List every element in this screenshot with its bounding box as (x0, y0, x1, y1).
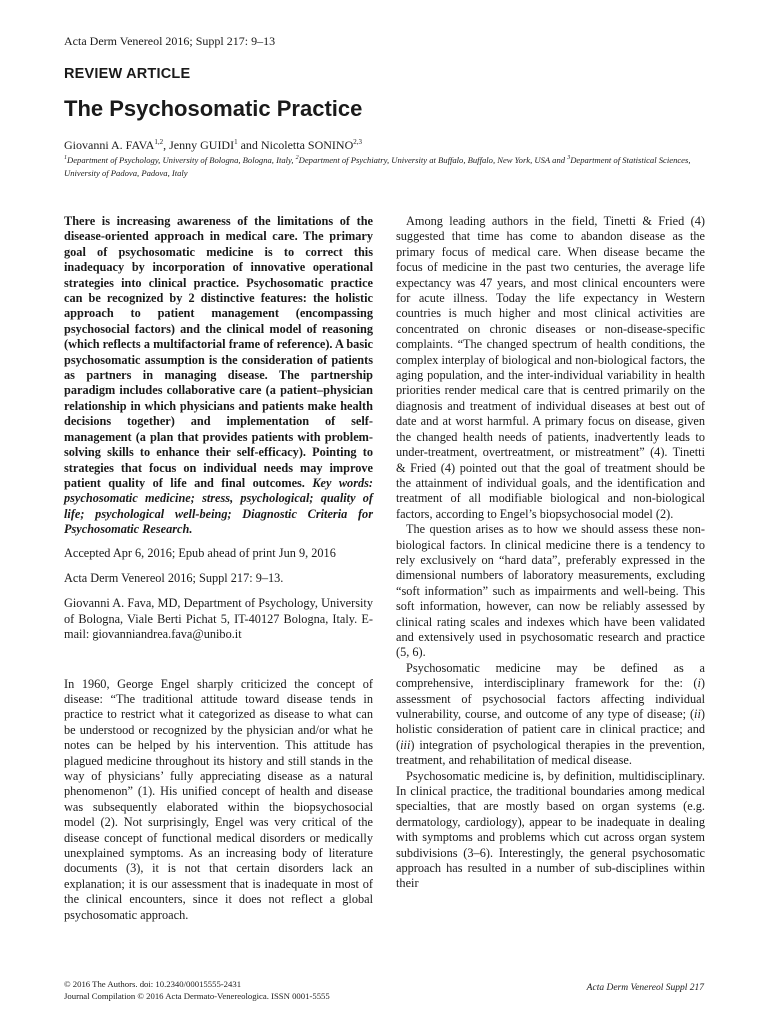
footer-compilation: Journal Compilation © 2016 Acta Dermato-Venereologica. ISSN 0001-5555 (64, 990, 330, 1001)
correspondence: Giovanni A. Fava, MD, Department of Psychology, University of Bologna, Viale Berti Pichat 5, IT-40127 Bologna, Italy. E-mail: giovanniandrea.fava@unibo.it (64, 596, 373, 642)
author-name: Jenny GUIDI (169, 138, 235, 152)
keywords: Key words: psychosomatic medicine; stress, psychological; quality of life; psychological well-being; Diagnostic Criteria for Psychosomatic Research. (64, 475, 374, 537)
author-separator: , (163, 138, 170, 152)
author-affiliation-mark: 2,3 (353, 138, 363, 146)
affiliation-mark: 3 (567, 155, 571, 161)
list-marker: iii (400, 737, 411, 752)
article-type-label: REVIEW ARTICLE (64, 66, 191, 82)
abstract (64, 214, 373, 538)
left-column (64, 214, 373, 923)
affiliation-text: Department of Statistical Sciences, University of Padova, Padova, Italy (64, 154, 691, 178)
body-paragraph: The question arises as to how we should assess these non-biological factors. In clinical medicine there is a tendency to rely exclusively on “hard data”, preferably expressed in the dimensional numbers of laboratory measurements, excluding “soft information” such as impairments and well-being. This soft information, however, can now be reliably assessed by clinical rating scales and indexes which have been validated and extensively used in psychosomatic research and practice (5, 6). (396, 522, 705, 660)
right-column (396, 214, 705, 892)
body-paragraph (396, 661, 705, 769)
text-run: ) holistic consideration of patient care in clinical practice; and ( (396, 707, 705, 752)
author-name: Giovanni A. FAVA (64, 138, 155, 152)
affiliations (64, 152, 710, 180)
body-paragraph: In 1960, George Engel sharply criticized the concept of disease: “The traditional attitude toward disease tends in practice to restrict what it categorized as disease to what can be understood or recognized by the physician and/or what he notes can be helped by his intervention. This attitude has plagued medicine throughout its history and still stands in the way of physicians’ fully appreciating disease as a natural phenomenon” (1). His unified concept of health and disease was subsequently elaborated within the biopsychosocial model (2). Not surprisingly, Engel was very critical of the disease concept of functional medical disorders or medically unexplained symptoms. As an increasing body of literature documents (3), it is not that certain disorders lack an explanation; it is our assessment that is inadequate in most of the clinical encounters, since it does not reflect a global psychosomatic approach. (64, 676, 373, 922)
author-affiliation-mark: 1 (234, 138, 238, 146)
footer-copyright: © 2016 The Authors. doi: 10.2340/00015555-2431 (64, 979, 242, 989)
affiliation-mark: 1 (64, 155, 67, 161)
accepted-date: Accepted Apr 6, 2016; Epub ahead of print Jun 9, 2016 (64, 545, 336, 560)
article-title: The Psychosomatic Practice (64, 96, 363, 121)
journal-citation-header: Acta Derm Venereol 2016; Suppl 217: 9–13 (64, 34, 276, 48)
affiliation-mark: 2 (295, 155, 299, 161)
text-run: ) integration of psychological therapies in the prevention, treatment, and rehabilitation of medical disease. (396, 737, 705, 768)
text-run: Psychosomatic medicine may be defined as a comprehensive, interdisciplinary framework for the: ( (396, 660, 705, 691)
author-list (64, 138, 362, 153)
author-name: Nicoletta SONINO (260, 138, 354, 152)
article-citation: Acta Derm Venereol 2016; Suppl 217: 9–13. (64, 570, 284, 585)
body-paragraph: Psychosomatic medicine is, by definition, multidisciplinary. In clinical practice, the traditional boundaries among medical specialties, that are mostly based on organ systems (e.g. dermatology, cardiology), appear to be inadequate in dealing with symptoms and problems which cut across organ system subdivisions (3–6). Interestingly, the general psychosomatic approach has resulted in a number of sub-disciplines within their (396, 768, 705, 891)
author-separator: and (237, 138, 261, 152)
body-paragraph: Among leading authors in the field, Tinetti & Fried (4) suggested that time has come to abandon disease as the primary focus of medical care. When disease became the focus of medicine in the past two centuries, the average life expectancy was 47 years, and most clinical encounters were for acute illness. Today the life expectancy in Western countries is much higher and most clinical activities are concentrated on chronic diseases or non-disease-specific complaints. “The changed spectrum of health conditions, the complex interplay of biological and non-biological factors, the aging population, and the inter-individual variability in health priorities render medical care that is centred primarily on the diagnosis and treatment of individual diseases at best out of date and at worst harmful. A primary focus on disease, given the changed health needs of patients, inadvertently leads to under-treatment, overtreatment, or mistreatment” (4). Tinetti & Fried (4) pointed out that the goal of treatment should be the attainment of individual goals, and the identification and treatment of all modifiable biological and non-biological factors, according to Engel’s biopsychosocial model (2). (396, 214, 705, 521)
affiliation-text: Department of Psychiatry, University at Buffalo, Buffalo, New York, USA and (298, 154, 568, 165)
footer-journal: Acta Derm Venereol Suppl 217 (586, 983, 704, 993)
text-run: ) assessment of psychosocial factors affecting individual vulnerability, course, and outcome of any type of disease; ( (396, 676, 705, 721)
list-marker: ii (694, 707, 701, 721)
author-affiliation-mark: 1,2 (154, 138, 164, 146)
abstract-text: There is increasing awareness of the limitations of the disease-oriented approach in medical care. The primary goal of psychosomatic medicine is to correct this inadequacy by incorporation of innovative operational strategies into clinical practice. Psychosomatic practice can be recognized by 2 distinctive features: the holistic approach to patient management (encompassing psychosocial factors) and the clinical model of reasoning (which reflects a multifactorial frame of reference). A basic psychosomatic assumption is the consideration of patients as partners in managing disease. The partnership paradigm includes collaborative care (a patient–physician relationship in which physicians and patients make health decisions together) and implementation of self-management (a plan that provides patients with problem-solving skills to enhance their self-efficacy). Pointing to strategies that focus on individual needs may improve patient quality of life and final outcomes. (64, 214, 373, 490)
list-marker: i (697, 676, 701, 691)
affiliation-text: Department of Psychology, University of Bologna, Bologna, Italy, (67, 154, 296, 165)
footer-left (64, 979, 330, 1002)
